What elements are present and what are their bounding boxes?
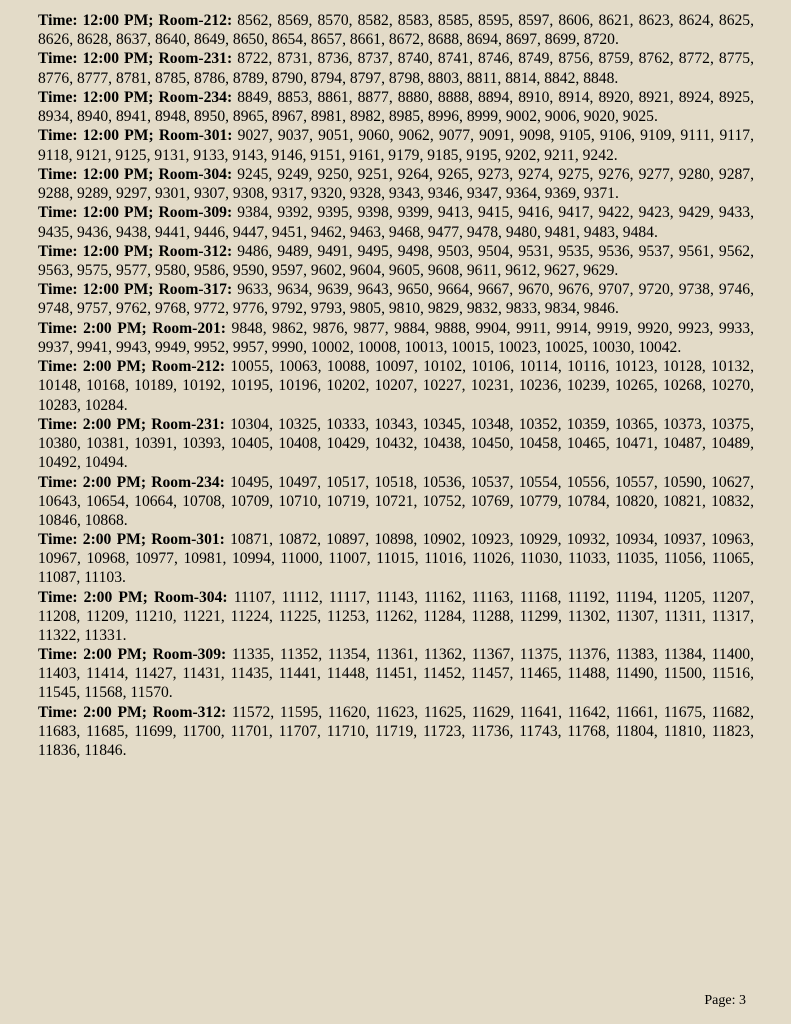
entry-time-room-label: Time: 12:00 PM; Room-301: (38, 127, 233, 145)
schedule-entry (38, 88, 754, 126)
schedule-entry (38, 319, 754, 357)
entry-id-list: 8562, 8569, 8570, 8582, 8583, 8585, 8595, 8597, 8606, 8621, 8623, 8624, 8625, 8626, 8628, 8637, 8640, 8649, 8650, 8654, 8657, 8661, 8672, 8688, 8694, 8697, 8699, 8720. (38, 12, 754, 49)
entry-time-room-label: Time: 2:00 PM; Room-301: (38, 531, 225, 549)
entry-id-list: 9245, 9249, 9250, 9251, 9264, 9265, 9273, 9274, 9275, 9276, 9277, 9280, 9287, 9288, 9289, 9297, 9301, 9307, 9308, 9317, 9320, 9328, 9343, 9346, 9347, 9364, 9369, 9371. (38, 165, 754, 203)
schedule-entry (38, 49, 754, 87)
entry-id-list: 9633, 9634, 9639, 9643, 9650, 9664, 9667, 9670, 9676, 9707, 9720, 9738, 9746, 9748, 9757, 9762, 9768, 9772, 9776, 9792, 9793, 9805, 9810, 9829, 9832, 9833, 9834, 9846. (38, 281, 754, 318)
entry-id-list: 10304, 10325, 10333, 10343, 10345, 10348, 10352, 10359, 10365, 10373, 10375, 10380, 10381, 10391, 10393, 10405, 10408, 10429, 10432, 10438, 10450, 10458, 10465, 10471, 10487, 10489, 10492, 10494. (38, 415, 754, 472)
entry-id-list: 9027, 9037, 9051, 9060, 9062, 9077, 9091, 9098, 9105, 9106, 9109, 9111, 9117, 9118, 9121, 9125, 9131, 9133, 9143, 9146, 9151, 9161, 9179, 9185, 9195, 9202, 9211, 9242. (38, 127, 754, 164)
schedule-entry (38, 415, 754, 472)
entry-time-room-label: Time: 2:00 PM; Room-201: (38, 319, 226, 337)
entry-id-list: 9384, 9392, 9395, 9398, 9399, 9413, 9415, 9416, 9417, 9422, 9423, 9429, 9433, 9435, 9436, 9438, 9441, 9446, 9447, 9451, 9462, 9463, 9468, 9477, 9478, 9480, 9481, 9483, 9484. (38, 204, 754, 241)
schedule-entry (38, 165, 754, 203)
entry-id-list: 8849, 8853, 8861, 8877, 8880, 8888, 8894, 8910, 8914, 8920, 8921, 8924, 8925, 8934, 8940, 8941, 8948, 8950, 8965, 8967, 8981, 8982, 8985, 8996, 8999, 9002, 9006, 9020, 9025. (38, 88, 754, 126)
schedule-entry (38, 242, 754, 280)
schedule-entry (38, 203, 754, 241)
entry-time-room-label: Time: 2:00 PM; Room-231: (38, 415, 225, 433)
document-page (38, 11, 754, 760)
entry-time-room-label: Time: 12:00 PM; Room-212: (38, 12, 233, 29)
entry-id-list: 11572, 11595, 11620, 11623, 11625, 11629, 11641, 11642, 11661, 11675, 11682, 11683, 11685, 11699, 11700, 11701, 11707, 11710, 11719, 11723, 11736, 11743, 11768, 11804, 11810, 11823, 11836, 11846. (38, 703, 754, 760)
schedule-entry (38, 703, 754, 760)
entry-id-list: 9848, 9862, 9876, 9877, 9884, 9888, 9904, 9911, 9914, 9919, 9920, 9923, 9933, 9937, 9941, 9943, 9949, 9952, 9957, 9990, 10002, 10008, 10013, 10015, 10023, 10025, 10030, 10042. (38, 319, 754, 356)
schedule-entry (38, 357, 754, 414)
entry-time-room-label: Time: 12:00 PM; Room-304: (38, 165, 233, 183)
entry-time-room-label: Time: 12:00 PM; Room-317: (38, 281, 233, 299)
entry-time-room-label: Time: 12:00 PM; Room-309: (38, 204, 233, 222)
entry-id-list: 10055, 10063, 10088, 10097, 10102, 10106, 10114, 10116, 10123, 10128, 10132, 10148, 10168, 10189, 10192, 10195, 10196, 10202, 10207, 10227, 10231, 10236, 10239, 10265, 10268, 10270, 10283, 10284. (38, 358, 754, 414)
schedule-entry (38, 280, 754, 318)
entry-id-list: 8722, 8731, 8736, 8737, 8740, 8741, 8746, 8749, 8756, 8759, 8762, 8772, 8775, 8776, 8777, 8781, 8785, 8786, 8789, 8790, 8794, 8797, 8798, 8803, 8811, 8814, 8842, 8848. (38, 50, 754, 87)
schedule-entry (38, 645, 754, 702)
entry-time-room-label: Time: 2:00 PM; Room-312: (38, 703, 227, 721)
entry-id-list: 10871, 10872, 10897, 10898, 10902, 10923, 10929, 10932, 10934, 10937, 10963, 10967, 10968, 10977, 10981, 10994, 11000, 11007, 11015, 11016, 11026, 11030, 11033, 11035, 11056, 11065, 11087, 11103. (38, 531, 754, 587)
schedule-entry (38, 588, 754, 645)
entry-time-room-label: Time: 12:00 PM; Room-234: (38, 88, 233, 106)
schedule-list (38, 11, 754, 760)
entry-id-list: 10495, 10497, 10517, 10518, 10536, 10537, 10554, 10556, 10557, 10590, 10627, 10643, 10654, 10664, 10708, 10709, 10710, 10719, 10721, 10752, 10769, 10779, 10784, 10820, 10821, 10832, 10846, 10868. (38, 473, 754, 529)
schedule-entry (38, 126, 754, 164)
entry-id-list: 11335, 11352, 11354, 11361, 11362, 11367, 11375, 11376, 11383, 11384, 11400, 11403, 11414, 11427, 11431, 11435, 11441, 11448, 11451, 11452, 11457, 11465, 11488, 11490, 11500, 11516, 11545, 11568, 11570. (38, 646, 754, 702)
entry-time-room-label: Time: 2:00 PM; Room-212: (38, 358, 226, 376)
schedule-entry (38, 530, 754, 587)
entry-time-room-label: Time: 12:00 PM; Room-312: (38, 242, 233, 260)
entry-time-room-label: Time: 2:00 PM; Room-304: (38, 588, 228, 606)
page-number: Page: 3 (704, 993, 746, 1008)
entry-time-room-label: Time: 2:00 PM; Room-234: (38, 473, 225, 491)
entry-time-room-label: Time: 2:00 PM; Room-309: (38, 646, 227, 664)
entry-id-list: 9486, 9489, 9491, 9495, 9498, 9503, 9504, 9531, 9535, 9536, 9537, 9561, 9562, 9563, 9575, 9577, 9580, 9586, 9590, 9597, 9602, 9604, 9605, 9608, 9611, 9612, 9627, 9629. (38, 242, 754, 279)
entry-time-room-label: Time: 12:00 PM; Room-231: (38, 50, 233, 68)
schedule-entry (38, 11, 754, 49)
entry-id-list: 11107, 11112, 11117, 11143, 11162, 11163, 11168, 11192, 11194, 11205, 11207, 11208, 11209, 11210, 11221, 11224, 11225, 11253, 11262, 11284, 11288, 11299, 11302, 11307, 11311, 11317, 11322, 11331. (38, 588, 754, 644)
schedule-entry (38, 473, 754, 530)
